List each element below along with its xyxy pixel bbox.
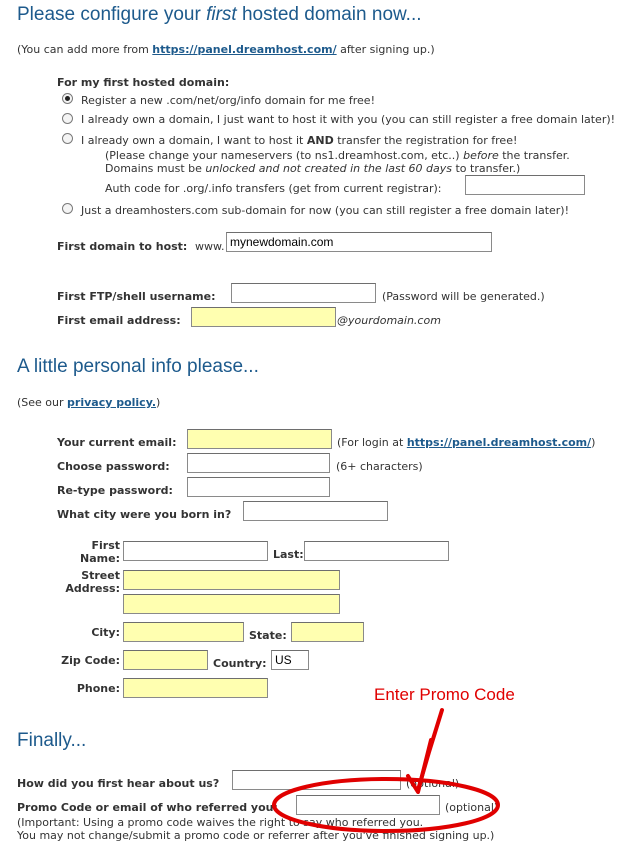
state-label: State: xyxy=(249,629,287,642)
login-note-text-end: ) xyxy=(591,436,596,449)
transfer-label-text-end: transfer the registration for free! xyxy=(333,134,518,147)
city-label: City: xyxy=(91,626,120,639)
login-panel-link[interactable]: https://panel.dreamhost.com/ xyxy=(406,436,592,449)
hear-about-optional: (optional) xyxy=(406,777,460,790)
login-note-text: (For login at xyxy=(337,436,407,449)
transfer-note2-em: unlocked and not created in the last 60 days xyxy=(205,162,452,175)
promo-important-note-2: You may not change/submit a promo code or referrer after you've finished signing up.) xyxy=(17,829,495,842)
transfer-note2-text: Domains must be xyxy=(105,162,206,175)
street-label-line2: Address: xyxy=(65,582,120,595)
transfer-note1-em: before xyxy=(463,149,499,162)
privacy-policy-link[interactable]: privacy policy. xyxy=(67,396,157,409)
promo-code-annotation: Enter Promo Code xyxy=(374,685,515,704)
country-label: Country: xyxy=(213,657,267,670)
hosted-domain-group-label: For my first hosted domain: xyxy=(57,76,230,89)
promo-code-label: Promo Code or email of who referred you: xyxy=(17,801,278,814)
annotation-arrow-head xyxy=(408,740,431,792)
password-length-note: (6+ characters) xyxy=(336,460,423,473)
privacy-note-text: (See our xyxy=(17,396,68,409)
www-prefix: www. xyxy=(195,240,225,253)
transfer-note2-text-end: to transfer.) xyxy=(452,162,521,175)
title-text-end: hosted domain now... xyxy=(236,4,422,25)
title-text: Please configure your xyxy=(17,4,207,25)
option-register-new-label: Register a new .com/net/org/info domain for me free! xyxy=(81,94,375,107)
first-name-label-line1: First xyxy=(91,539,120,552)
final-section-title: Finally... xyxy=(17,730,87,751)
transfer-note1-text-end: the transfer. xyxy=(498,149,570,162)
option-subdomain-label: Just a dreamhosters.com sub-domain for now (you can still register a free domain later)! xyxy=(81,204,569,217)
transfer-note1-text: (Please change your nameservers (to ns1.dreamhost.com, etc..) xyxy=(105,149,464,162)
last-name-label: Last: xyxy=(273,548,304,561)
promo-highlight-ellipse xyxy=(274,779,498,831)
panel-link[interactable]: https://panel.dreamhost.com/ xyxy=(152,43,337,56)
transfer-label-bold: AND xyxy=(306,134,334,147)
option-host-existing-label: I already own a domain, I just want to host it with you (you can still register a free domain later)! xyxy=(81,113,616,126)
ftp-password-note: (Password will be generated.) xyxy=(382,290,545,303)
promo-important-note-1: (Important: Using a promo code waives the right to say who referred you. xyxy=(17,816,424,829)
personal-section-title: A little personal info please... xyxy=(17,356,259,377)
first-name-label-line2: Name: xyxy=(80,552,120,565)
choose-password-label: Choose password: xyxy=(57,460,170,473)
ftp-username-label: First FTP/shell username: xyxy=(57,290,216,303)
phone-label: Phone: xyxy=(76,682,120,695)
retype-password-label: Re-type password: xyxy=(57,484,173,497)
email-domain-suffix: @yourdomain.com xyxy=(337,314,441,327)
zip-code-label: Zip Code: xyxy=(61,654,120,667)
hear-about-label: How did you first hear about us? xyxy=(17,777,220,790)
promo-code-optional: (optional) xyxy=(445,801,499,814)
title-emphasis: first xyxy=(206,4,237,25)
transfer-label-text: I already own a domain, I want to host it xyxy=(81,134,307,147)
current-email-label: Your current email: xyxy=(57,436,177,449)
first-email-label: First email address: xyxy=(57,314,181,327)
first-domain-label: First domain to host: xyxy=(57,240,188,253)
birth-city-label: What city were you born in? xyxy=(57,508,232,521)
auth-code-label: Auth code for .org/.info transfers (get from current registrar): xyxy=(105,182,442,195)
street-label-line1: Street xyxy=(81,569,120,582)
note-text-end: after signing up.) xyxy=(336,43,435,56)
privacy-note-text-end: ) xyxy=(156,396,161,409)
note-text: (You can add more from xyxy=(17,43,153,56)
